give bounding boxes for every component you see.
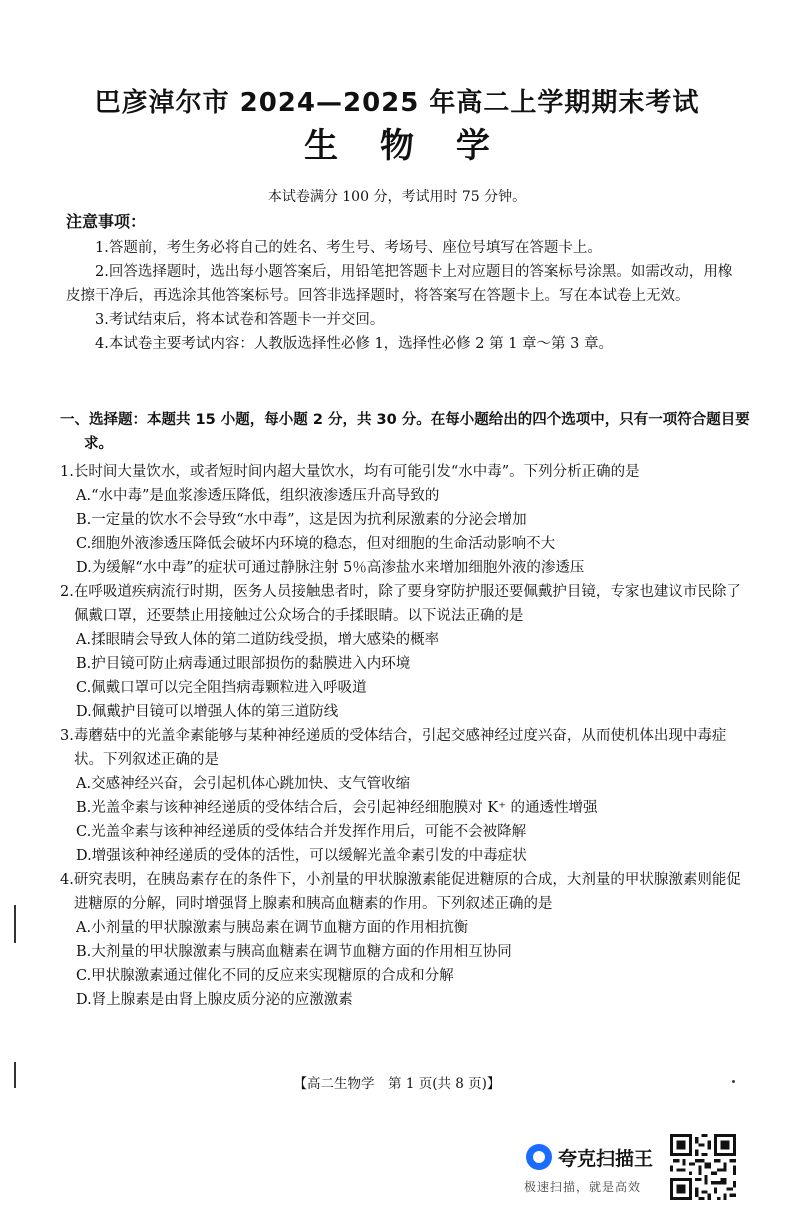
option-b: B.护目镜可防止病毒通过眼部损伤的黏膜进入内环境: [76, 656, 411, 672]
notice-item: 2.回答选择题时，选出每小题答案后，用铅笔把答题卡上对应题目的答案标号涂黑。如需改动，用橡皮擦干净后，再选涂其他答案标号。回答非选择题时，将答案写在答题卡上。写在本试卷上无效。: [66, 264, 733, 304]
notice-item: 3.考试结束后，将本试卷和答题卡一并交回。: [95, 312, 385, 328]
option-c: C.细胞外液渗透压降低会破坏内环境的稳态，但对细胞的生命活动影响不大: [76, 536, 556, 552]
subject-title: 生 物 学: [304, 126, 490, 166]
watermark-slogan: 极速扫描，就是高效: [524, 1180, 642, 1194]
section-heading: 一、选择题：本题共 15 小题，每小题 2 分，共 30 分。在每小题给出的四个选项中，只有一项符合题目要求。: [60, 412, 750, 452]
scanner-watermark: [522, 1140, 672, 1196]
question-stem: 2.在呼吸道疾病流行时期，医务人员接触患者时，除了要身穿防护服还要佩戴护目镜，专家也建议市民除了佩戴口罩，还要禁止用接触过公众场合的手揉眼睛。以下说法正确的是: [60, 584, 741, 624]
exam-info: 本试卷满分 100 分，考试用时 75 分钟。: [267, 189, 527, 205]
question-list: [60, 460, 752, 1012]
scan-edge-mark: [14, 905, 16, 943]
notice-section: [66, 208, 746, 356]
question-4: [60, 868, 752, 1012]
option-a: A.揉眼睛会导致人体的第二道防线受损，增大感染的概率: [76, 632, 440, 648]
option-c: C.光盖伞素与该种神经递质的受体结合并发挥作用后，可能不会被降解: [76, 824, 527, 840]
option-b: B.光盖伞素与该种神经递质的受体结合后，会引起神经细胞膜对 K⁺ 的通透性增强: [76, 800, 598, 816]
question-stem: 1.长时间大量饮水，或者短时间内超大量饮水，均有可能引发“水中毒”。下列分析正确的是: [60, 464, 640, 480]
option-d: D.佩戴护目镜可以增强人体的第三道防线: [76, 704, 339, 720]
option-a: A.“水中毒”是血浆渗透压降低，组织液渗透压升高导致的: [76, 488, 440, 504]
scan-edge-mark: [14, 1062, 16, 1088]
option-d: D.为缓解“水中毒”的症状可通过静脉注射 5％高渗盐水来增加细胞外液的渗透压: [76, 560, 585, 576]
question-3: [60, 724, 752, 868]
option-a: A.交感神经兴奋，会引起机体心跳加快、支气管收缩: [76, 776, 411, 792]
scan-dot: [732, 1080, 735, 1083]
notice-item: 4.本试卷主要考试内容：人教版选择性必修 1，选择性必修 2 第 1 章～第 3 章。: [95, 336, 613, 352]
question-1: [60, 460, 752, 580]
option-d: D.增强该种神经递质的受体的活性，可以缓解光盖伞素引发的中毒症状: [76, 848, 527, 864]
option-c: C.佩戴口罩可以完全阻挡病毒颗粒进入呼吸道: [76, 680, 367, 696]
qr-code-icon: [670, 1134, 736, 1200]
notice-title: 注意事项：: [66, 212, 147, 231]
notice-item: 1.答题前，考生务必将自己的姓名、考生号、考场号、座位号填写在答题卡上。: [95, 240, 602, 256]
option-a: A.小剂量的甲状腺激素与胰岛素在调节血糖方面的作用相抗衡: [76, 920, 469, 936]
option-d: D.肾上腺素是由肾上腺皮质分泌的应激激素: [76, 992, 353, 1008]
option-c: C.甲状腺激素通过催化不同的反应来实现糖原的合成和分解: [76, 968, 454, 984]
option-b: B.一定量的饮水不会导致“水中毒”，这是因为抗利尿激素的分泌会增加: [76, 512, 527, 528]
option-b: B.大剂量的甲状腺激素与胰高血糖素在调节血糖方面的作用相互协同: [76, 944, 512, 960]
page-footer: 【高二生物学 第 1 页(共 8 页)】: [293, 1076, 501, 1092]
quark-logo-icon: [526, 1144, 552, 1170]
watermark-brand-name: 夸克扫描王: [558, 1148, 654, 1170]
question-stem: 3.毒蘑菇中的光盖伞素能够与某种神经递质的受体结合，引起交感神经过度兴奋，从而使机体出现中毒症状。下列叙述正确的是: [60, 728, 727, 768]
question-2: [60, 580, 752, 724]
question-stem: 4.研究表明，在胰岛素存在的条件下，小剂量的甲状腺激素能促进糖原的合成，大剂量的甲状腺激素则能促进糖原的分解，同时增强肾上腺素和胰高血糖素的作用。下列叙述正确的是: [60, 872, 741, 912]
exam-title: 巴彦淖尔市 2024—2025 年高二上学期期末考试: [94, 88, 700, 118]
